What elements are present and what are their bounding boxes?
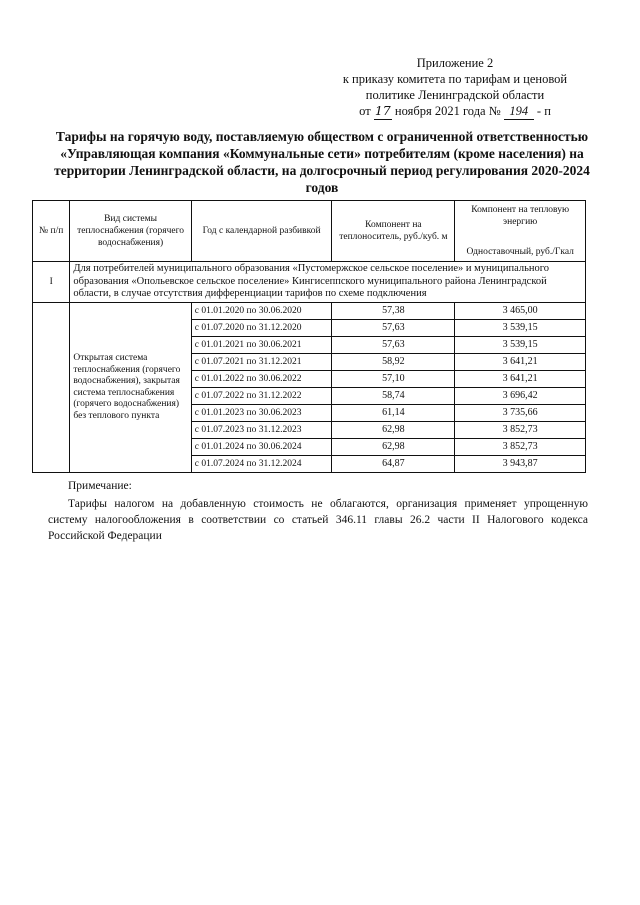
period-cell: с 01.07.2022 по 31.12.2022 xyxy=(191,388,332,405)
empty-num-cell xyxy=(33,303,70,473)
table-row xyxy=(33,303,586,320)
energy-cell: 3 641,21 xyxy=(455,371,586,388)
carrier-cell: 62,98 xyxy=(332,422,455,439)
order-number: 194 xyxy=(504,103,534,120)
period-cell: с 01.01.2024 по 30.06.2024 xyxy=(191,439,332,456)
period-cell: с 01.07.2024 по 31.12.2024 xyxy=(191,456,332,473)
period-cell: с 01.01.2023 по 30.06.2023 xyxy=(191,405,332,422)
section-number: I xyxy=(33,262,70,303)
table-header-row xyxy=(33,201,586,262)
energy-cell: 3 641,21 xyxy=(455,354,586,371)
header-energy-top: Компонент на тепловую энергию xyxy=(471,205,570,227)
header-year: Год с календарной разбивкой xyxy=(191,201,332,262)
appendix-committee: политике Ленинградской области xyxy=(365,88,545,102)
energy-cell: 3 539,15 xyxy=(455,320,586,337)
tariffs-table xyxy=(32,200,586,473)
carrier-cell: 58,92 xyxy=(332,354,455,371)
carrier-cell: 64,87 xyxy=(332,456,455,473)
date-day: 17 xyxy=(374,103,391,118)
note-title: Примечание: xyxy=(68,480,132,492)
date-prefix: от xyxy=(359,104,371,118)
header-carrier: Компонент на теплоноситель, руб./куб. м xyxy=(332,201,455,262)
carrier-cell: 62,98 xyxy=(332,439,455,456)
energy-cell: 3 696,42 xyxy=(455,388,586,405)
carrier-cell: 57,63 xyxy=(332,337,455,354)
header-num: № п/п xyxy=(33,201,70,262)
carrier-cell: 58,74 xyxy=(332,388,455,405)
carrier-cell: 57,38 xyxy=(332,303,455,320)
system-description-text: Открытая система теплоснабжения (горячего водоснабжения), закрытая система теплоснабжения (горячего водоснабжения) без теплового пункта xyxy=(73,353,181,421)
header-energy-bottom: Одноставочный, руб./Гкал xyxy=(466,247,574,257)
period-cell: с 01.01.2020 по 30.06.2020 xyxy=(191,303,332,320)
note-text: Тарифы налогом на добавленную стоимость не облагаются, организация применяет упрощенную систему налогообложения в соответствии со статьей 346.11 главы 26.2 части II Налогового кодекса Российской Федерации xyxy=(48,498,588,542)
appendix-order-ref: к приказу комитета по тарифам и ценовой xyxy=(342,72,568,86)
header-system: Вид системы теплоснабжения (горячего водоснабжения) xyxy=(70,201,191,262)
energy-cell: 3 852,73 xyxy=(455,422,586,439)
date-middle: ноября 2021 года № xyxy=(394,104,501,118)
header-energy xyxy=(455,201,586,262)
document-title: Тарифы на горячую воду, поставляемую обществом с ограниченной ответственностью «Управляющая компания «Коммунальные сети» потребителям (кроме населения) на территории Ленинградской области, на долгосрочный период регулирования 2020-2024 годов xyxy=(54,129,590,195)
period-cell: с 01.01.2021 по 30.06.2021 xyxy=(191,337,332,354)
appendix-header xyxy=(325,55,585,120)
period-cell: с 01.07.2021 по 31.12.2021 xyxy=(191,354,332,371)
energy-cell: 3 735,66 xyxy=(455,405,586,422)
period-cell: с 01.07.2020 по 31.12.2020 xyxy=(191,320,332,337)
section-row xyxy=(33,262,586,303)
energy-cell: 3 465,00 xyxy=(455,303,586,320)
carrier-cell: 57,63 xyxy=(332,320,455,337)
carrier-cell: 61,14 xyxy=(332,405,455,422)
appendix-date-line xyxy=(325,103,585,120)
carrier-cell: 57,10 xyxy=(332,371,455,388)
period-cell: с 01.07.2023 по 31.12.2023 xyxy=(191,422,332,439)
period-cell: с 01.01.2022 по 30.06.2022 xyxy=(191,371,332,388)
energy-cell: 3 943,87 xyxy=(455,456,586,473)
energy-cell: 3 539,15 xyxy=(455,337,586,354)
energy-cell: 3 852,73 xyxy=(455,439,586,456)
section-description: Для потребителей муниципального образования «Пустомержское сельское поселение» и муниципального образования «Опольевское сельское поселение» Кингисеппского муниципального района Ленинградской области, в случае отсутствия дифференциации тарифов по схеме подключения xyxy=(70,262,586,303)
order-suffix: - п xyxy=(536,104,551,118)
appendix-title: Приложение 2 xyxy=(416,56,494,70)
system-description xyxy=(70,303,191,473)
